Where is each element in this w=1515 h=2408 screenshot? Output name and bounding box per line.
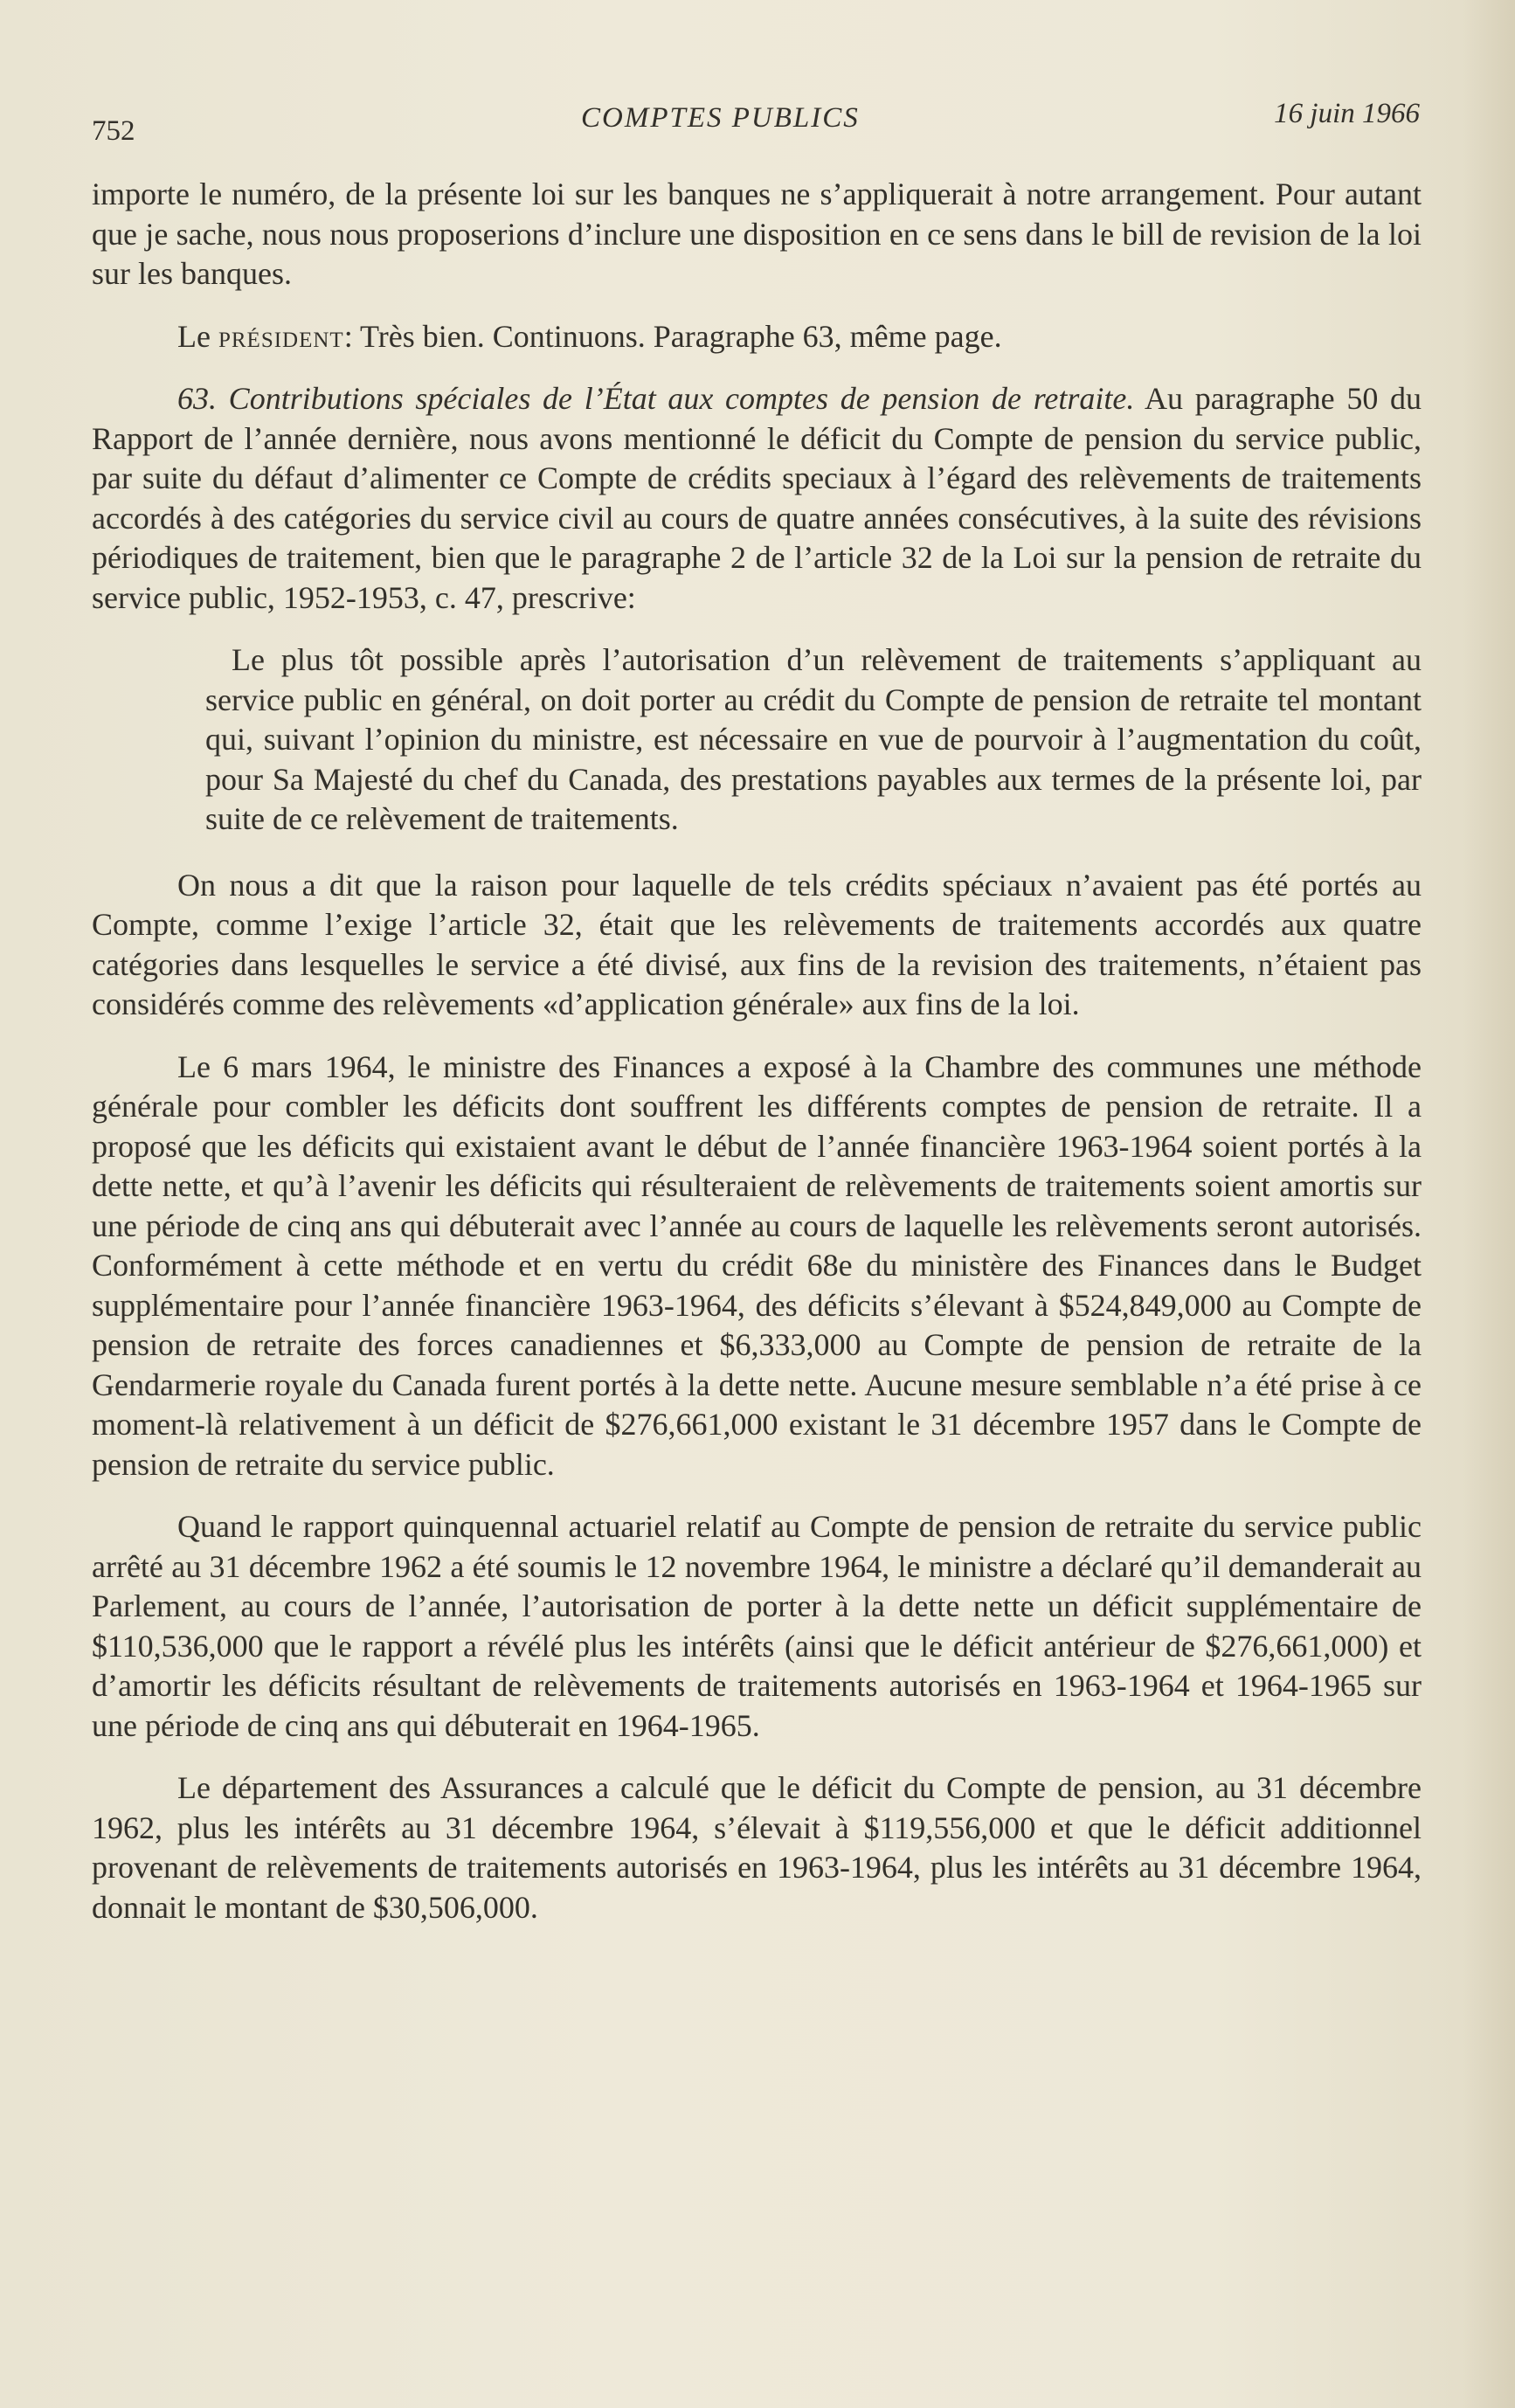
running-title: COMPTES PUBLICS <box>581 102 860 134</box>
page-number: 752 <box>92 115 135 147</box>
paragraph-actuarial-report: Quand le rapport quinquennal actuariel relatif au Compte de pension de retraite du service public arrêté au 31 décembre 1962 a été soumis le 12 novembre 1964, le ministre a déclaré qu’il demanderait au Parlement, au cours de l’année, l’autorisation de porter à la dette nette un déficit supplémentaire de $110,536,000 que le rapport a révélé plus les intérêts (ainsi que le déficit antérieur de $276,661,000) et d’amortir les déficits résultant de relèvements de traitements autorisés en 1963-1964 et 1964-1965 sur une période de cinq ans qui débuterait en 1964-1965. <box>92 1509 1422 1743</box>
paragraph-continuation: importe le numéro, de la présente loi sur les banques ne s’appliquerait à notre arrangement. Pour autant que je sache, nous nous proposerions d’inclure une disposition en ce sens dans le bill de revision de la loi sur les banques. <box>92 176 1422 291</box>
speaker-text: : Très bien. Continuons. Paragraphe 63, même page. <box>343 318 1002 354</box>
quoted-law-text: Le plus tôt possible après l’autorisation d’un relèvement de traitements s’appliquant au service public en général, on doit porter au crédit du Compte de pension de retraite tel montant qui, suivant l’opinion du ministre, est nécessaire en vue de pourvoir à l’augmentation du coût, pour Sa Majesté du chef du Canada, des prestations payables aux termes de la présente loi, par suite de ce relèvement de traitements. <box>205 642 1422 836</box>
section-text: Au paragraphe 50 du Rapport de l’année dernière, nous avons mentionné le déficit du Compte de pension du service public, par suite du défaut d’alimenter ce Compte de crédits speciaux à l’égard des relèvements de traitements accordés à des catégories du service civil au cours de quatre années consécutives, à la suite des révisions périodiques de traitement, bien que le paragraphe 2 de l’article 32 de la Loi sur la pension de retraite du service public, 1952-1953, c. 47, prescrive: <box>92 381 1422 615</box>
speaker-name: président <box>218 318 344 354</box>
page-header <box>92 98 1420 147</box>
paragraph-president <box>92 317 1422 357</box>
paragraph-63 <box>92 379 1422 618</box>
paragraph-march-1964: Le 6 mars 1964, le ministre des Finances a exposé à la Chambre des communes une méthode générale pour combler les déficits dont souffrent les différents comptes de pension de retraite. Il a proposé que les déficits qui existaient avant le début de l’année financière 1963-1964 soient portés à la dette nette, et qu’à l’avenir les déficits qui résulteraient de relèvements de traitements soient amortis sur une période de cinq ans qui débuterait avec l’année au cours de laquelle les relèvements seront autorisés. Conformément à cette méthode et en vertu du crédit 68e du ministère des Finances dans le Budget supplémentaire pour l’année financière 1963-1964, des déficits s’élevant à $524,849,000 au Compte de pension de retraite des forces canadiennes et $6,333,000 au Compte de pension de retraite de la Gendarmerie royale du Canada furent portés à la dette nette. Aucune mesure semblable n’a été prise à ce moment-là relativement à un déficit de $276,661,000 existant le 31 décembre 1957 dans le Compte de pension de retraite du service public. <box>92 1048 1422 1482</box>
page-edge-shadow <box>1463 0 1515 2408</box>
body-text <box>92 175 1422 1950</box>
header-date: 16 juin 1966 <box>1274 98 1420 129</box>
paragraph-credits: On nous a dit que la raison pour laquelle de tels crédits spéciaux n’avaient pas été portés au Compte, comme l’exige l’article 32, était que les relèvements de traitements accordés aux quatre catégories dans lesquelles le service a été divisé, aux fins de la revision des traitements, n’étaient pas considérés comme des relèvements «d’application générale» aux fins de la loi. <box>92 867 1422 1021</box>
section-heading: 63. Contributions spéciales de l’État aux comptes de pension de retraite. <box>177 381 1135 416</box>
speaker-prefix: Le <box>177 318 218 354</box>
paragraph-insurance-dept: Le département des Assurances a calculé que le déficit du Compte de pension, au 31 décembre 1962, plus les intérêts au 31 décembre 1964, s’élevait à $119,556,000 et que le déficit additionnel provenant de relèvements de traitements autorisés en 1963-1964, plus les intérêts au 31 décembre 1964, donnait le montant de $30,506,000. <box>92 1770 1422 1925</box>
